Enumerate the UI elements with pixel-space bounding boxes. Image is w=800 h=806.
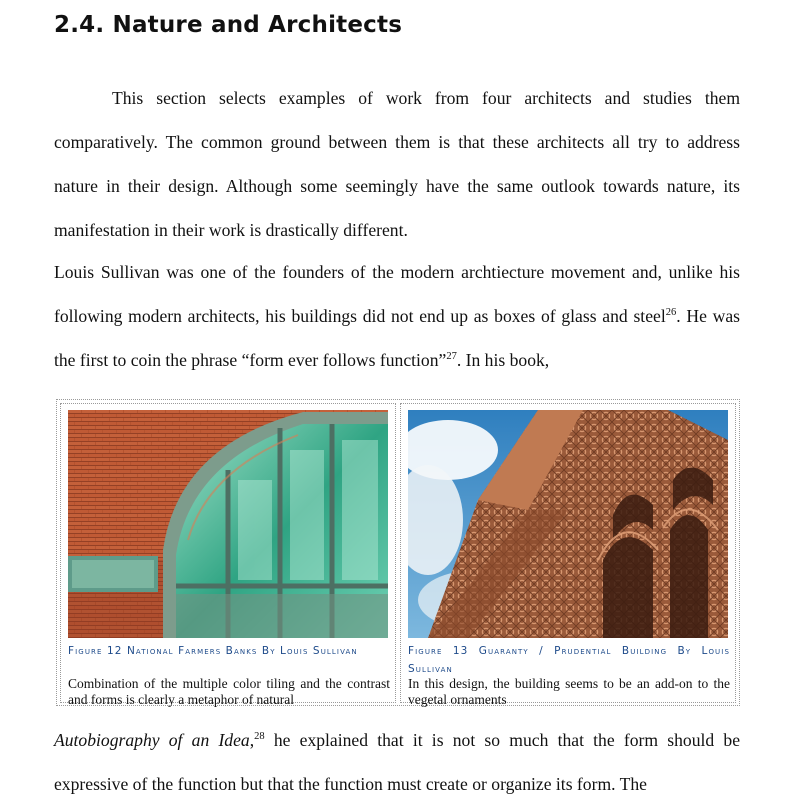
paragraph-sullivan xyxy=(54,250,740,382)
figure-13-caption-title: Figure 13 Guaranty / Prudential Building By Louis Sullivan xyxy=(408,645,730,675)
footnote-ref[interactable]: 28 xyxy=(254,731,265,742)
book-title: Autobiography of an Idea xyxy=(54,730,250,750)
paragraph-autobiography xyxy=(54,718,740,806)
figure-table xyxy=(56,399,740,706)
figure-12 xyxy=(60,403,396,707)
figure-12-caption-title: Figure 12 National Farmers Banks By Louis Sullivan xyxy=(68,645,358,657)
paragraph-text: he explained that it is not so much that the form should be expressive of the function but that the function must create or organize its form. The xyxy=(54,730,740,794)
figure-13-image xyxy=(408,410,728,638)
figure-13 xyxy=(400,403,736,707)
paragraph-intro: This section selects examples of work from four architects and studies them comparatively. The common ground between them is that these architects all try to address nature in their design. Although some seemingly have the same outlook towards nature, its manifestation in their work is drastically different. xyxy=(54,88,740,240)
paragraph-text: . He was the first to coin the phrase “form ever follows function” xyxy=(54,306,741,370)
footnote-ref[interactable]: 27 xyxy=(446,351,457,362)
paragraph-text: , xyxy=(249,730,255,750)
section-heading: 2.4. Nature and Architects xyxy=(54,12,403,38)
figure-12-image xyxy=(68,410,388,638)
footnote-ref[interactable]: 26 xyxy=(665,307,677,318)
figure-13-caption-description: In this design, the building seems to be an add-on to the vegetal ornaments xyxy=(408,676,730,707)
paragraph-text: . In his book, xyxy=(456,350,550,370)
paragraph-text: Louis Sullivan was one of the founders of the modern archtiecture movement and, unlike his following modern architects, his buildings did not end up as boxes of glass and steel xyxy=(54,262,740,326)
figure-12-caption-description: Combination of the multiple color tiling and the contrast and forms is clearly a metaphor of natural xyxy=(68,676,390,707)
